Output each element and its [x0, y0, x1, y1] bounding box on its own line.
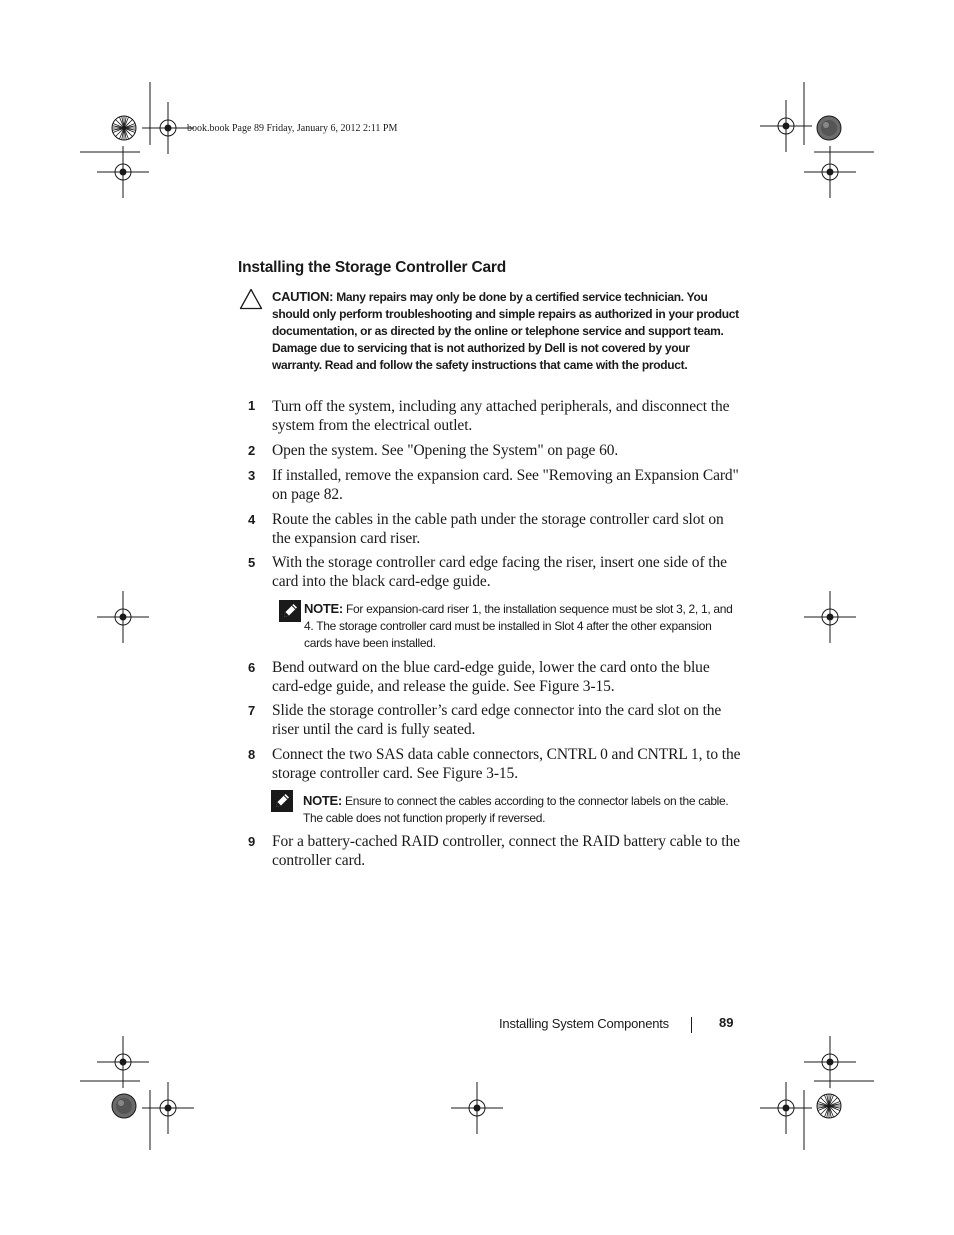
page-number: 89 [719, 1015, 734, 1030]
step-text: With the storage controller card edge facing the riser, insert one side of the card into the black card-edge guide. [272, 554, 727, 590]
step-text: Turn off the system, including any attached peripherals, and disconnect the system from the electrical outlet. [272, 398, 730, 434]
note-pencil-icon [271, 790, 293, 812]
note-text: Ensure to connect the cables according to the connector labels on the cable. The cable does not function properly if reversed. [303, 794, 729, 825]
step-text: Connect the two SAS data cable connectors, CNTRL 0 and CNTRL 1, to the storage controller card. See Figure 3-15. [272, 746, 741, 782]
step-text: For a battery-cached RAID controller, connect the RAID battery cable to the controller card. [272, 833, 740, 869]
note-pencil-icon [279, 600, 301, 622]
footer-divider [691, 1017, 692, 1033]
step-number: 9 [248, 834, 256, 849]
caution-label: CAUTION: [272, 289, 334, 304]
step-text: Slide the storage controller’s card edge connector into the card slot on the riser until the card is fully seated. [272, 702, 722, 738]
step-number: 2 [248, 443, 256, 458]
footer-section-name: Installing System Components [499, 1016, 669, 1031]
note-block [304, 600, 740, 652]
step-number: 4 [248, 512, 256, 527]
step-number: 8 [248, 747, 256, 762]
step-number: 7 [248, 703, 256, 718]
caution-block [272, 288, 742, 374]
step-text: If installed, remove the expansion card. See "Removing an Expansion Card" on page 82. [272, 467, 739, 503]
caution-triangle-icon [239, 288, 263, 310]
step-number: 6 [248, 660, 256, 675]
step-text: Bend outward on the blue card-edge guide, lower the card onto the blue card-edge guide, and release the guide. See Figure 3-15. [272, 659, 710, 695]
step-text: Route the cables in the cable path under the storage controller card slot on the expansion card riser. [272, 511, 724, 547]
section-title: Installing the Storage Controller Card [238, 259, 506, 276]
step-number: 3 [248, 468, 256, 483]
note-label: NOTE: [303, 793, 342, 808]
step-number: 1 [248, 398, 256, 413]
caution-text: Many repairs may only be done by a certified service technician. You should only perform troubleshooting and simple repairs as authorized in your product documentation, or as directed by the online or telephone service and support team. Damage due to servicing that is not authorized by Dell is not covered by your warranty. Read and follow the safety instructions that came with the product. [272, 290, 739, 372]
note-label: NOTE: [304, 601, 343, 616]
step-text: Open the system. See "Opening the System" on page 60. [272, 442, 619, 459]
note-text: For expansion-card riser 1, the installation sequence must be slot 3, 2, 1, and 4. The storage controller card must be installed in Slot 4 after the other expansion cards have been installed. [304, 602, 733, 650]
step-number: 5 [248, 555, 256, 570]
note-block [303, 792, 743, 827]
print-header: book.book Page 89 Friday, January 6, 2012 2:11 PM [187, 123, 398, 134]
